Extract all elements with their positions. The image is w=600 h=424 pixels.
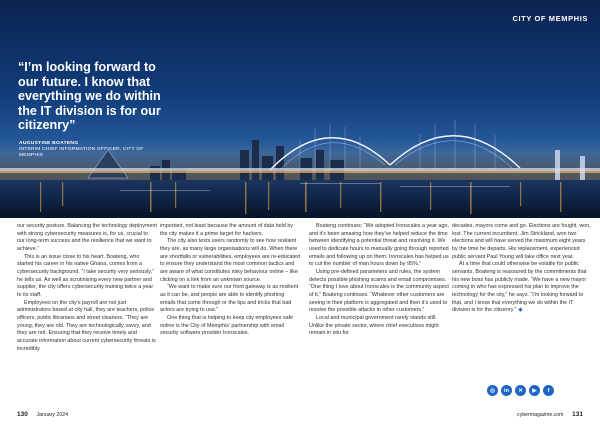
pull-quote: “I’m looking forward to our future. I know that everything we do within the IT division is for our citizenry” xyxy=(18,60,161,133)
paragraph: Employees on the city’s payroll are not just administrators based at city hall, they are teachers, police officers, public librarians and street cleaners. “They are young, they are old. They are technologically savvy, and they are not. Ensuring that they receive timely and accurate information about current cybersecurity threats is incredibly xyxy=(17,299,156,352)
paragraph-text: At a time that could otherwise be volatile for public servants, Boateng is reassured by the commitments that his new boss has publicly made. “We have a new mayor coming in who has expressed his plan to improve the technology for the city,” he says. “I’m looking forward to that, and I know that everything we do within the IT division is for the citizenry.” xyxy=(452,261,587,314)
article-column-2 xyxy=(160,223,300,408)
issue-date: January 2024 xyxy=(36,412,68,418)
page-number-right: 131 xyxy=(572,411,583,418)
paragraph xyxy=(452,261,592,315)
paragraph: decades, mayors come and go. Elections are fought, won, lost. The current incumbent, Jim Strickland, won two elections and will have served the maximum eight years by the time he departs. His replacement, experienced public servant Paul Young will take office next year. xyxy=(452,223,591,260)
paragraph: Local and municipal government rarely stands still. Unlike the private sector, where chief executives might remain in situ for xyxy=(309,314,439,337)
website-icon[interactable]: ◎ xyxy=(487,385,498,396)
linkedin-icon[interactable]: in xyxy=(501,385,512,396)
footer-right xyxy=(517,411,583,418)
paragraph: This is an issue close to his heart. Boateng, who started his career in his native Ghana, comes from a cybersecurity background. “I take security very seriously,” he tells us. As well as scrutinising every new partner and supplier, the city offers cybersecurity training twice a year to its staff. xyxy=(17,253,154,298)
footer-left xyxy=(17,411,68,418)
article-column-1 xyxy=(17,223,157,408)
paragraph: important, not least because the amount of data held by the city makes it a prime target for hackers. xyxy=(160,223,294,237)
article-column-3 xyxy=(309,223,449,408)
paragraph: Boateng continues: “We adopted Ironscales a year ago, and it’s been amazing how they’ve helped reduce the time between identifying a potential threat and resolving it. We used to dedicate hours to manually going through reported emails and following up on them. Ironscales has helped us to cut the number of man hours down by 95%.” xyxy=(309,223,449,268)
site-url[interactable]: cybermagazine.com xyxy=(517,412,564,418)
page-number-left: 130 xyxy=(17,411,28,418)
facebook-icon[interactable]: f xyxy=(543,385,554,396)
paragraph: The city also tests users randomly to see how resilient they are, as many large organisations will do. When there are shortfalls or vulnerabilities, employees are re-educated to ensure they understand the most common tactics and are aware of what constitutes risky behaviour online – like clicking on a link from an unknown source. xyxy=(160,238,300,283)
attribution-name: AUGUSTINE BOATENG xyxy=(19,141,79,146)
article-column-4 xyxy=(452,223,592,408)
youtube-icon[interactable]: ▶ xyxy=(529,385,540,396)
section-label: CITY OF MEMPHIS xyxy=(512,14,588,23)
paragraph: One thing that is helping to keep city employees safe online is the City of Memphis’ partnership with email security software provider Ironscales. xyxy=(160,314,294,337)
end-mark-icon: ◆ xyxy=(518,307,523,314)
social-links xyxy=(487,385,554,396)
paragraph: Using pre-defined parameters and rules, the system detects possible phishing scams and email compromises. “One thing I love about Ironscales is the community aspect of it,” Boateng continues. “Whatever other customers are seeing in their platform is aggregated and then it’s used to resolve the possible attacks in other customers.” xyxy=(309,268,449,314)
twitter-icon[interactable]: ✕ xyxy=(515,385,526,396)
paragraph: our security posture. Balancing the technology deployment with strong cybersecurity measures is, for us, crucial to our long-term success and the resilience that we want to achieve.” xyxy=(17,223,157,252)
attribution-role: INTERIM CHIEF INFORMATION OFFICER, CITY OF MEMPHIS xyxy=(19,147,144,158)
paragraph: “We want to make sure our front gateway is as resilient as it can be, and people are able to identify phishing emails that come through or the tips and tricks that bad actors are trying to use.” xyxy=(160,284,299,314)
